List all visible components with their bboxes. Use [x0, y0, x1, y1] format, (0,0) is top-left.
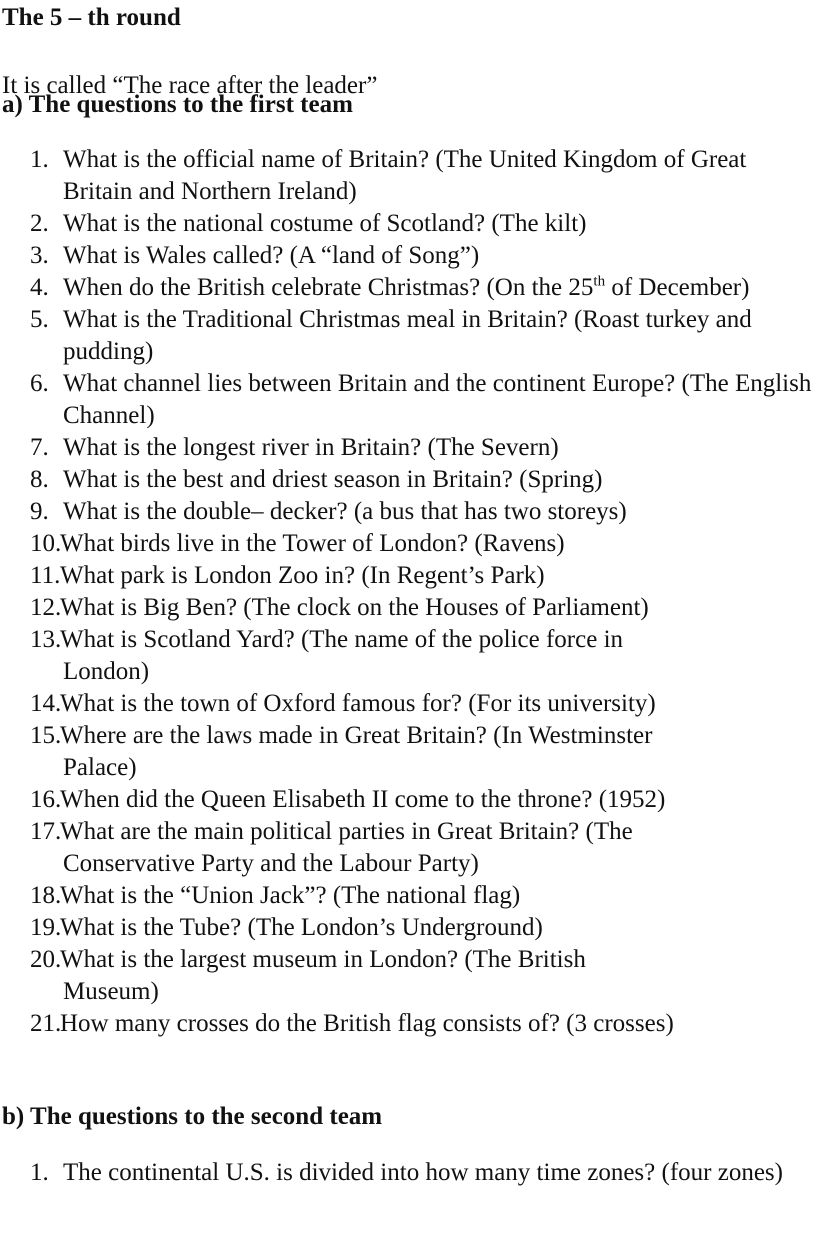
question-number: 8. [30, 466, 49, 493]
list-item [0, 912, 816, 944]
question-text: What is Wales called? (A “land of Song”) [63, 242, 480, 269]
question-text: What is the Traditional Christmas meal in Britain? (Roast turkey and pudding) [63, 306, 752, 365]
section-b-heading: b) The questions to the second team [2, 1103, 383, 1130]
ordinal-superscript: th [593, 273, 606, 290]
question-text-part: of December) [605, 274, 750, 301]
list-item [0, 784, 816, 816]
question-number: 19. [30, 914, 62, 941]
question-number: 9. [30, 498, 49, 525]
list-item [0, 1008, 816, 1040]
list-item [0, 880, 816, 912]
question-text: What is the official name of Britain? (The United Kingdom of Great Britain and Northern Ireland) [63, 146, 747, 205]
question-text: What is Big Ben? (The clock on the Houses of Parliament) [60, 594, 649, 621]
round-subtitle: It is called “The race after the leader” [2, 72, 378, 99]
question-text: What is the town of Oxford famous for? (For its university) [60, 690, 656, 717]
list-item [0, 528, 816, 560]
question-number: 1. [30, 1159, 49, 1186]
question-text: What is the largest museum in London? (The British [60, 946, 586, 973]
list-item [0, 720, 816, 784]
question-text: What are the main political parties in Great Britain? (The [60, 818, 633, 845]
list-item [0, 496, 816, 528]
question-number: 14. [30, 690, 62, 717]
section-a-heading: a) The questions to the first team [2, 91, 353, 118]
question-text: What park is London Zoo in? (In Regent’s Park) [60, 562, 545, 589]
list-item [0, 816, 816, 880]
question-number: 17. [30, 818, 62, 845]
list-item [0, 272, 816, 304]
question-text-continued: Palace) [63, 754, 137, 781]
list-item [0, 208, 816, 240]
question-text-continued: London) [63, 658, 150, 685]
question-text: What is the best and driest season in Britain? (Spring) [63, 466, 603, 493]
question-text: What is the longest river in Britain? (The Severn) [63, 434, 559, 461]
question-text: What is Scotland Yard? (The name of the police force in [60, 626, 624, 653]
question-text: What is the national costume of Scotland? (The kilt) [63, 210, 587, 237]
question-list-first-team [0, 144, 816, 1040]
question-number: 16. [30, 786, 62, 813]
question-text: What is the Tube? (The London’s Underground) [60, 914, 543, 941]
question-text: What is the double– decker? (a bus that has two storeys) [63, 498, 627, 525]
list-item [0, 592, 816, 624]
question-text-continued: Conservative Party and the Labour Party) [63, 850, 479, 877]
question-text-continued: Museum) [63, 978, 159, 1005]
list-item [0, 144, 816, 208]
question-number: 1. [30, 146, 49, 173]
list-item [0, 944, 816, 1008]
question-text: What channel lies between Britain and the continent Europe? (The English Channel) [63, 370, 812, 429]
list-item [0, 432, 816, 464]
question-number: 15. [30, 722, 62, 749]
question-number: 3. [30, 242, 49, 269]
question-text: What is the “Union Jack”? (The national flag) [60, 882, 521, 909]
question-number: 11. [30, 562, 61, 589]
question-number: 18. [30, 882, 62, 909]
question-list-second-team [0, 1157, 816, 1189]
question-number: 6. [30, 370, 49, 397]
list-item [0, 464, 816, 496]
question-text [63, 274, 749, 301]
question-number: 12. [30, 594, 62, 621]
list-item [0, 624, 816, 688]
list-item [0, 1157, 816, 1189]
question-number: 5. [30, 306, 49, 333]
question-text: The continental U.S. is divided into how many time zones? (four zones) [63, 1159, 783, 1186]
question-text-part: When do the British celebrate Christmas? (On the 25 [63, 274, 594, 301]
question-number: 2. [30, 210, 49, 237]
list-item [0, 560, 816, 592]
list-item [0, 304, 816, 368]
question-number: 7. [30, 434, 49, 461]
question-number: 13. [30, 626, 62, 653]
list-item [0, 240, 816, 272]
question-number: 4. [30, 274, 49, 301]
question-text: What birds live in the Tower of London? (Ravens) [60, 530, 565, 557]
question-number: 20. [30, 946, 62, 973]
list-item [0, 688, 816, 720]
list-item [0, 368, 816, 432]
question-number: 21. [30, 1010, 62, 1037]
question-text: Where are the laws made in Great Britain? (In Westminster [60, 722, 653, 749]
question-number: 10. [30, 530, 62, 557]
round-title: The 5 – th round [2, 4, 181, 31]
question-text: How many crosses do the British flag consists of? (3 crosses) [60, 1010, 674, 1037]
question-text: When did the Queen Elisabeth II come to the throne? (1952) [60, 786, 666, 813]
